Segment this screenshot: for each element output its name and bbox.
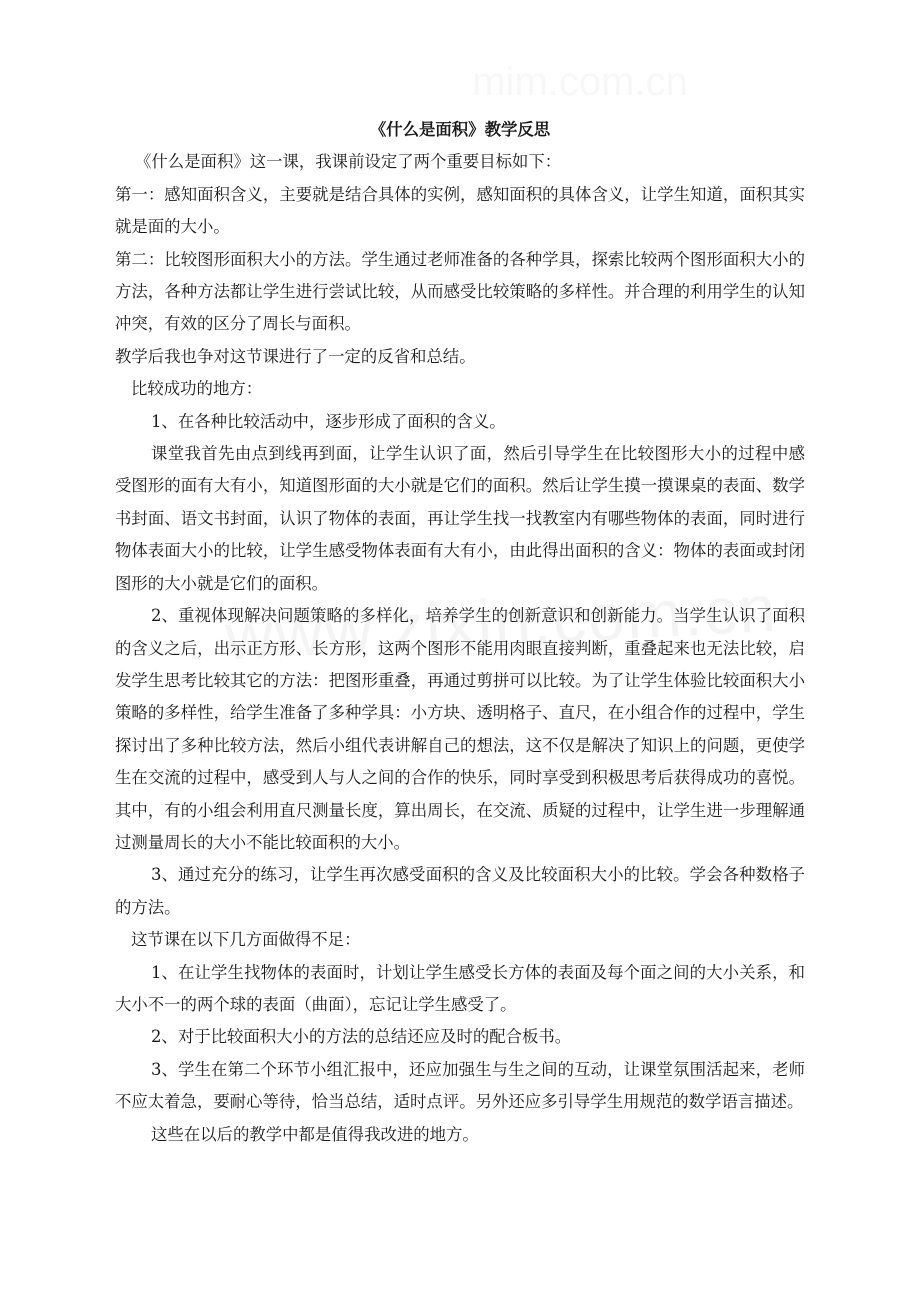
paragraph-success-one-heading: 1、在各种比较活动中，逐步形成了面积的含义。 [151, 411, 506, 431]
paragraph-conclusion: 这些在以后的教学中都是值得我改进的地方。 [151, 1124, 479, 1144]
document-body [115, 114, 805, 1151]
paragraph-goal-two: 第二：比较图形面积大小的方法。学生通过老师准备的各种学具，探索比较两个图形面积大小的方法，各种方法都让学生进行尝试比较，从而感受比较策略的多样性。并合理的利用学生的认知冲突，有效的区分了周长与面积。 [115, 249, 805, 334]
paragraph-shortcoming-three: 3、学生在第二个环节小组汇报中，还应加强生与生之间的互动，让课堂氛围活起来，老师不应太着急，要耐心等待，恰当总结，适时点评。另外还应多引导学生用规范的数学语言描述。 [115, 1059, 805, 1112]
paragraph-success-one-body: 课堂我首先由点到线再到面，让学生认识了面，然后引导学生在比较图形大小的过程中感受图形的面有大有小，知道图形面的大小就是它们的面积。然后让学生摸一摸课桌的表面、数学书封面、语文书封面，认识了物体的表面，再让学生找一找教室内有哪些物体的表面，同时进行物体表面大小的比较，让学生感受物体表面有大有小，由此得出面积的含义：物体的表面或封闭图形的大小就是它们的面积。 [115, 444, 805, 593]
paragraph-reflection-lead: 教学后我也争对这节课进行了一定的反省和总结。 [115, 346, 476, 366]
paragraph-shortcoming-one: 1、在让学生找物体的表面时，计划让学生感受长方体的表面及每个面之间的大小关系，和大小不一的两个球的表面（曲面），忘记让学生感受了。 [115, 962, 805, 1014]
paragraph-intro: 《什么是面积》这一课，我课前设定了两个重要目标如下： [135, 152, 562, 172]
paragraph-shortcoming-two: 2、对于比较面积大小的方法的总结还应及时的配合板书。 [151, 1027, 572, 1047]
heading-shortcomings: 这节课在以下几方面做得不足： [131, 930, 361, 950]
paragraph-goal-one: 第一：感知面积含义，主要就是结合具体的实例，感知面积的具体含义，让学生知道，面积其实就是面的大小。 [115, 184, 805, 237]
watermark-top [380, 60, 780, 105]
paragraph-success-three: 3、通过充分的练习，让学生再次感受面积的含义及比较面积大小的比较。学会各种数格子的方法。 [115, 865, 805, 917]
heading-successes: 比较成功的地方： [131, 379, 263, 399]
paragraph-success-two: 2、重视体现解决问题策略的多样化，培养学生的创新意识和创新能力。当学生认识了面积的含义之后，出示正方形、长方形，这两个图形不能用肉眼直接判断，重叠起来也无法比较，启发学生思考比较其它的方法：把图形重叠，再通过剪拼可以比较。为了让学生体验比较面积大小策略的多样性，给学生准备了多种学具：小方块、透明格子、直尺，在小组合作的过程中，学生探讨出了多种比较方法，然后小组代表讲解自己的想法，这不仅是解决了知识上的问题，更使学生在交流的过程中，感受到人与人之间的合作的快乐，同时享受到积极思考后获得成功的喜悦。其中，有的小组会利用直尺测量长度，算出周长，在交流、质疑的过程中，让学生进一步理解通过测量周长的大小不能比较面积的大小。 [115, 606, 805, 852]
document-title: 《什么是面积》教学反思 [369, 120, 551, 139]
